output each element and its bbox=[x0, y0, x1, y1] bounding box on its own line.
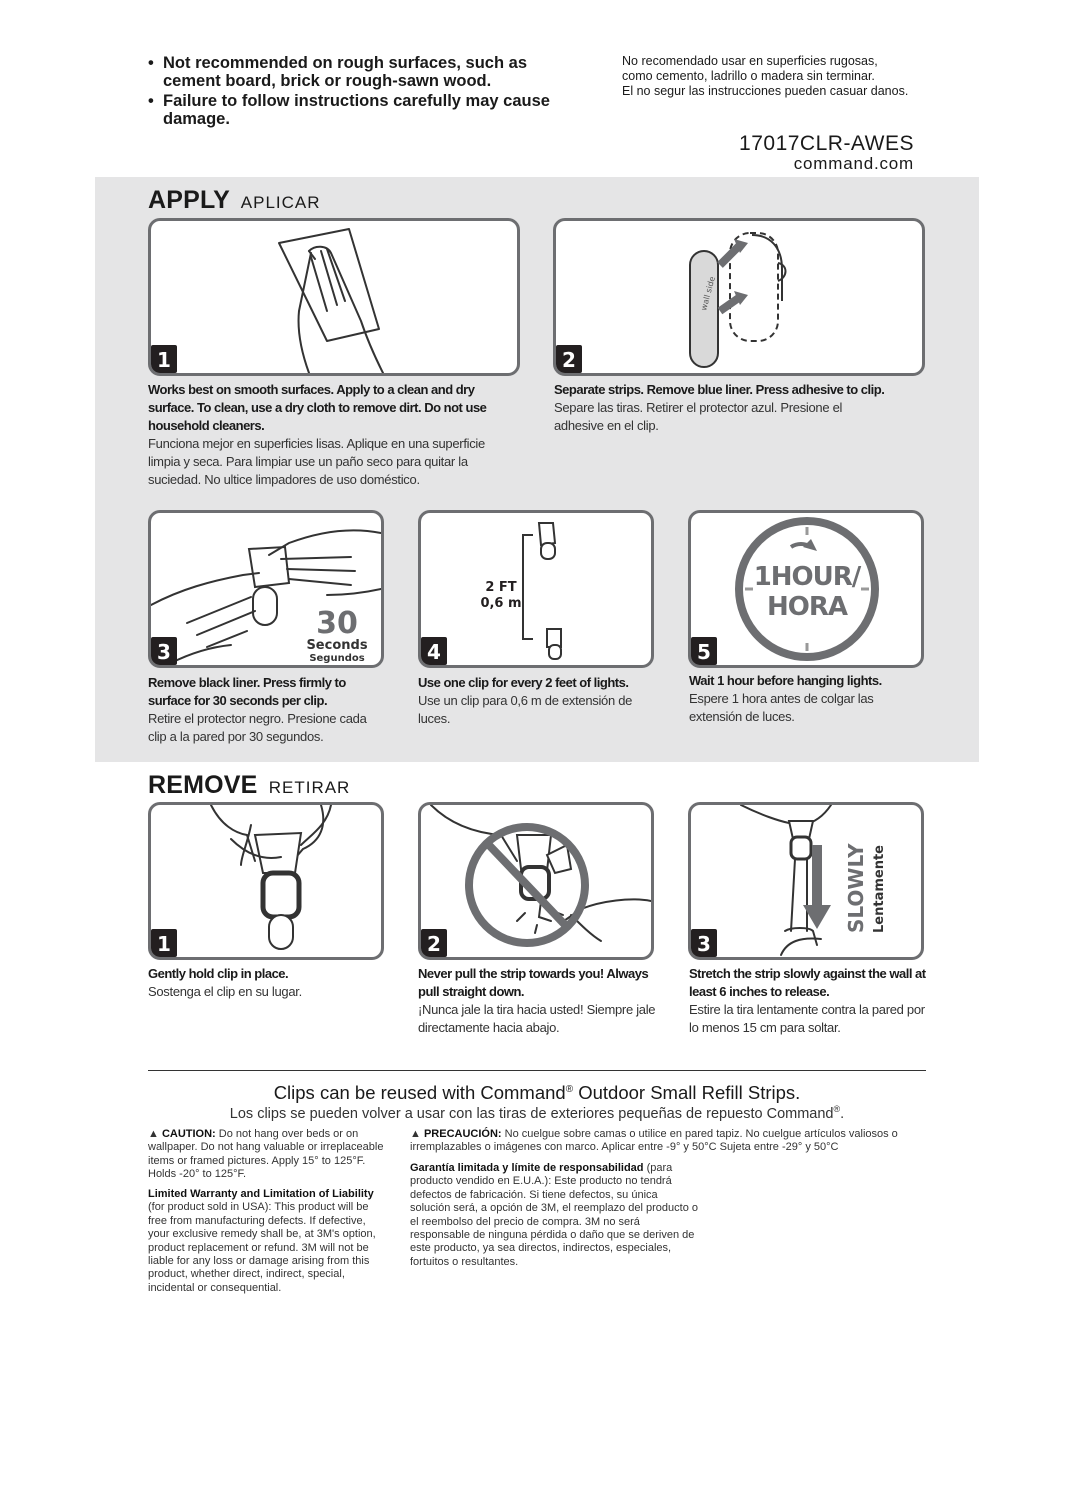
svg-text:2: 2 bbox=[562, 348, 576, 372]
product-code: 17017CLR-AWES bbox=[739, 132, 914, 155]
apply-step-2-text-en: Separate strips. Remove blue liner. Press adhesive to clip. bbox=[554, 382, 885, 397]
wipe-surface-icon bbox=[151, 221, 517, 373]
remove-step-2-illustration bbox=[418, 802, 654, 960]
step-number-badge bbox=[421, 929, 447, 957]
divider bbox=[148, 1070, 926, 1071]
apply-step-3-text-en: Remove black liner. Press firmly to surface for 30 seconds per clip. bbox=[148, 675, 346, 708]
warning-triangle-icon: ▲ bbox=[148, 1128, 159, 1140]
garantia-label: Garantía limitada y límite de responsabilidad bbox=[410, 1162, 644, 1174]
apply-step-5-text-en: Wait 1 hour before hanging lights. bbox=[689, 673, 882, 688]
remove-step-1-caption bbox=[148, 965, 388, 1001]
press-clip-icon bbox=[151, 513, 381, 665]
step-number-badge bbox=[151, 345, 177, 373]
apply-step-4-caption bbox=[418, 674, 658, 728]
apply-step-3-text-es: Retire el protector negro. Presione cada clip a la pared por 30 segundos. bbox=[148, 711, 367, 744]
apply-step-4-text-en: Use one clip for every 2 feet of lights. bbox=[418, 675, 629, 690]
apply-step-1-text-en: Works best on smooth surfaces. Apply to a clean and dry surface. To clean, use a dry cloth to remove dirt. Do not use household cleaners. bbox=[148, 382, 487, 433]
precaucion-text: No cuelgue sobre camas o utilice en pared tapiz. No cuelgue artículos valiosos o irremplazables o imágenes con marco. Aplicar entre -9° y 50°C Sujeta entre -29° y 50°C bbox=[410, 1128, 898, 1154]
apply-step-1-text-es: Funciona mejor en superficies lisas. Aplique en una superficie limpia y seca. Para limpiar use un paño seco para quitar la suciedad. No ultice limpadores de uso doméstico. bbox=[148, 436, 485, 487]
apply-step-1-caption bbox=[148, 381, 488, 489]
remove-step-1-text-en: Gently hold clip in place. bbox=[148, 966, 289, 981]
svg-text:1: 1 bbox=[157, 348, 171, 372]
apply-step-2-caption bbox=[554, 381, 894, 435]
slowly-label: SLOWLY bbox=[844, 843, 868, 933]
warnings-spanish bbox=[622, 54, 952, 99]
step-number-badge bbox=[421, 637, 447, 665]
warning-rough-surfaces: • Not recommended on rough surfaces, such as cement board, brick or rough-sawn wood. bbox=[148, 54, 568, 90]
svg-text:5: 5 bbox=[697, 640, 711, 664]
svg-text:1: 1 bbox=[157, 932, 171, 956]
warning-triangle-icon: ▲ bbox=[410, 1128, 421, 1140]
step-number-badge bbox=[151, 929, 177, 957]
remove-title-es: RETIRAR bbox=[268, 778, 351, 797]
apply-step-3-caption bbox=[148, 674, 388, 746]
warranty-text: (for product sold in USA): This product will be free from manufacturing defects. If defective, your exclusive remedy shall be, at 3M's option, product replacement or refund. 3M will not be liable for any loss or damage arising from this product, whether direct, indirect, special, incidental or consequential. bbox=[148, 1201, 376, 1294]
remove-step-2-caption bbox=[418, 965, 658, 1037]
apply-step-4-illustration bbox=[418, 510, 654, 668]
distance-m: 0,6 m bbox=[480, 596, 522, 611]
svg-text:3: 3 bbox=[157, 640, 171, 664]
remove-step-3-text-es: Estire la tira lentamente contra la pared por lo menos 15 cm para soltar. bbox=[689, 1002, 925, 1035]
apply-step-5-text-es: Espere 1 hora antes de colgar las extensión de luces. bbox=[689, 691, 874, 724]
svg-text:2: 2 bbox=[427, 932, 441, 956]
apply-step-2-text-es: Separe las tiras. Retirer el protector azul. Presione el adhesive en el clip. bbox=[554, 400, 843, 433]
apply-step-3-illustration bbox=[148, 510, 384, 668]
svg-text:3: 3 bbox=[697, 932, 711, 956]
apply-title: APPLY bbox=[148, 186, 230, 214]
remove-step-3-caption bbox=[689, 965, 929, 1037]
press-strip-icon bbox=[556, 221, 922, 373]
caution-block bbox=[148, 1128, 384, 1182]
warranty-label: Limited Warranty and Limitation of Liability bbox=[148, 1188, 374, 1200]
warning-es-line: No recomendado usar en superficies rugosas, bbox=[622, 54, 878, 68]
garantia-text: (para producto vendido en E.U.A.): Este producto no tendrá defectos de fabricación. Si tiene defectos, su única solución será, a opción de 3M, el reemplazo del producto o el reembolso del precio de compra. 3M no será responsable de ninguna pérdida o daño que se deriven de este producto, ya sea directos, indirectos, especiales, fortuitos o resultantes. bbox=[410, 1162, 699, 1268]
apply-title-es: APLICAR bbox=[240, 193, 321, 212]
caution-label: CAUTION: bbox=[161, 1128, 216, 1140]
warning-follow-instructions: • Failure to follow instructions carefully may cause damage. bbox=[148, 92, 568, 128]
precaucion-block bbox=[410, 1128, 926, 1155]
precaucion-label: PRECAUCIÓN: bbox=[423, 1128, 502, 1140]
distance-ft: 2 FT bbox=[485, 580, 517, 595]
warnings-english bbox=[148, 54, 568, 130]
clock-icon bbox=[691, 513, 921, 665]
remove-step-3-illustration bbox=[688, 802, 924, 960]
seconds-value: 30 bbox=[316, 606, 358, 641]
remove-step-3-text-en: Stretch the strip slowly against the wall at least 6 inches to release. bbox=[689, 966, 926, 999]
slowly-label-es: Lentamente bbox=[872, 845, 887, 933]
apply-step-5-caption bbox=[689, 672, 919, 726]
website: command.com bbox=[793, 154, 914, 173]
caution-text: Do not hang over beds or on wallpaper. Do not hang valuable or irreplaceable items or framed pictures. Apply 15° to 125°F. Holds -20° to 125°F. bbox=[148, 1128, 384, 1181]
warning-es-line: como cemento, ladrillo o madera sin terminar. bbox=[622, 69, 875, 83]
remove-step-1-illustration bbox=[148, 802, 384, 960]
step-number-badge bbox=[691, 929, 717, 957]
apply-step-1-illustration bbox=[148, 218, 520, 376]
step-number-badge bbox=[691, 637, 717, 665]
stretch-strip-icon bbox=[691, 805, 921, 957]
apply-step-2-illustration bbox=[553, 218, 925, 376]
step-number-badge bbox=[556, 345, 582, 373]
remove-step-2-text-es: ¡Nunca jale la tira hacia usted! Siempre jale directamente hacia abajo. bbox=[418, 1002, 656, 1035]
seconds-label: Seconds bbox=[306, 638, 368, 653]
reuse-note-es: Los clips se pueden volver a usar con las tiras de exteriores pequeñas de repuesto Command®. bbox=[229, 1104, 845, 1122]
svg-text:4: 4 bbox=[427, 640, 441, 664]
warning-es-line: El no segur las instrucciones pueden casuar danos. bbox=[622, 84, 909, 98]
hold-clip-icon bbox=[151, 805, 381, 957]
clip-spacing-icon bbox=[421, 513, 651, 665]
reuse-note-en: Clips can be reused with Command® Outdoor Small Refill Strips. bbox=[273, 1082, 801, 1103]
clock-line-1: 1HOUR/ bbox=[753, 562, 861, 592]
remove-title: REMOVE bbox=[148, 771, 258, 799]
no-pull-icon bbox=[421, 805, 651, 957]
apply-heading bbox=[148, 186, 321, 215]
warranty-block bbox=[148, 1188, 384, 1295]
remove-step-2-text-en: Never pull the strip towards you! Always pull straight down. bbox=[418, 966, 649, 999]
apply-step-5-illustration bbox=[688, 510, 924, 668]
remove-step-1-text-es: Sostenga el clip en su lugar. bbox=[148, 984, 302, 999]
garantia-block bbox=[410, 1162, 698, 1269]
remove-heading bbox=[148, 771, 350, 800]
seconds-label-es: Segundos bbox=[309, 653, 365, 664]
svg-text:wall side: wall side bbox=[699, 275, 717, 312]
step-number-badge bbox=[151, 637, 177, 665]
clock-line-2: HORA bbox=[766, 592, 848, 622]
apply-step-4-text-es: Use un clip para 0,6 m de extensión de luces. bbox=[418, 693, 633, 726]
